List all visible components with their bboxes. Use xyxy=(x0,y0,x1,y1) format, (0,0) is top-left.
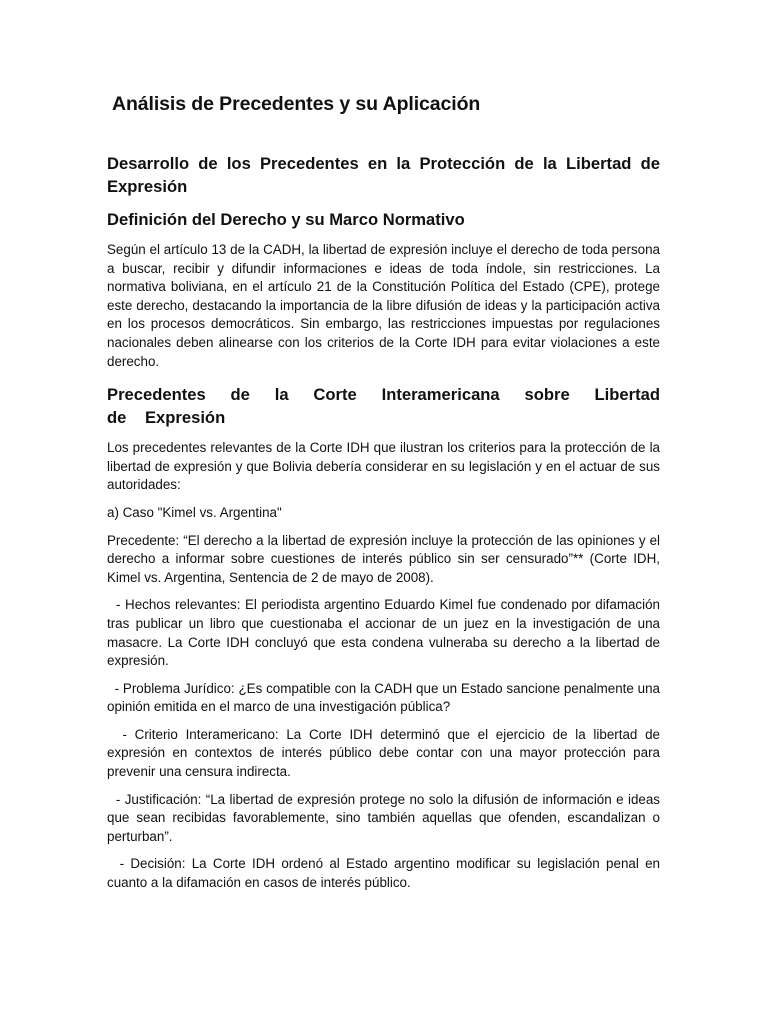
precedent-paragraph: Precedente: “El derecho a la libertad de expresión incluye la protección de las opiniones y el derecho a informar sobre cuestiones de interés público sin ser censurado”** (Corte IDH, Kimel vs. Argentina, Sentencia de 2 de mayo de 2008). xyxy=(107,532,660,585)
facts-paragraph: - Hechos relevantes: El periodista argentino Eduardo Kimel fue condenado por difamación tras publicar un libro que cuestionaba el accionar de un juez en la investigación de una masacre. La Corte IDH concluyó que esta condena vulneraba su derecho a la libertad de expresión. xyxy=(107,597,664,669)
justification-paragraph: - Justificación: “La libertad de expresión protege no solo la difusión de información e ideas que sean recibidas favorablemente, sino también aquellas que ofenden, escandalizan o perturban”. xyxy=(107,791,664,844)
section-heading-development: Desarrollo de los Precedentes en la Protección de la Libertad de Expresión xyxy=(107,154,660,196)
decision-paragraph: - Decisión: La Corte IDH ordenó al Estado argentino modificar su legislación penal en cuanto a la difamación en casos de interés público. xyxy=(107,856,664,891)
legal-problem-paragraph: - Problema Jurídico: ¿Es compatible con la CADH que un Estado sancione penalmente una opinión emitida en el marco de una investigación pública? xyxy=(107,680,664,715)
precedents-intro-paragraph: Los precedentes relevantes de la Corte IDH que ilustran los criterios para la protección de la libertad de expresión y que Bolivia debería considerar en su legislación y en el actuar de sus autoridades: xyxy=(107,440,660,493)
criterion-paragraph: - Criterio Interamericano: La Corte IDH determinó que el ejercicio de la libertad de expresión en contextos de interés público debe contar con una mayor protección para prevenir una censura indirecta. xyxy=(107,726,664,780)
case-label: a) Caso "Kimel vs. Argentina" xyxy=(107,504,282,520)
document-title: Análisis de Precedentes y su Aplicación xyxy=(112,93,481,115)
section-heading-precedents: Precedentes de la Corte Interamericana sobre Libertad de Expresión xyxy=(107,385,660,428)
document-page xyxy=(107,90,664,893)
definition-paragraph: Según el artículo 13 de la CADH, la libertad de expresión incluye el derecho de toda persona a buscar, recibir y difundir informaciones e ideas de toda índole, sin restricciones. La normativa boliviana, en el artículo 21 de la Constitución Política del Estado (CPE), protege este derecho, destacando la importancia de la libre difusión de ideas y la participación activa en los procesos democráticos. Sin embargo, las restricciones impuestas por regulaciones nacionales deben alinearse con los criterios de la Corte IDH para evitar violaciones a este derecho. xyxy=(107,242,660,369)
section-heading-definition: Definición del Derecho y su Marco Normativo xyxy=(107,210,465,229)
